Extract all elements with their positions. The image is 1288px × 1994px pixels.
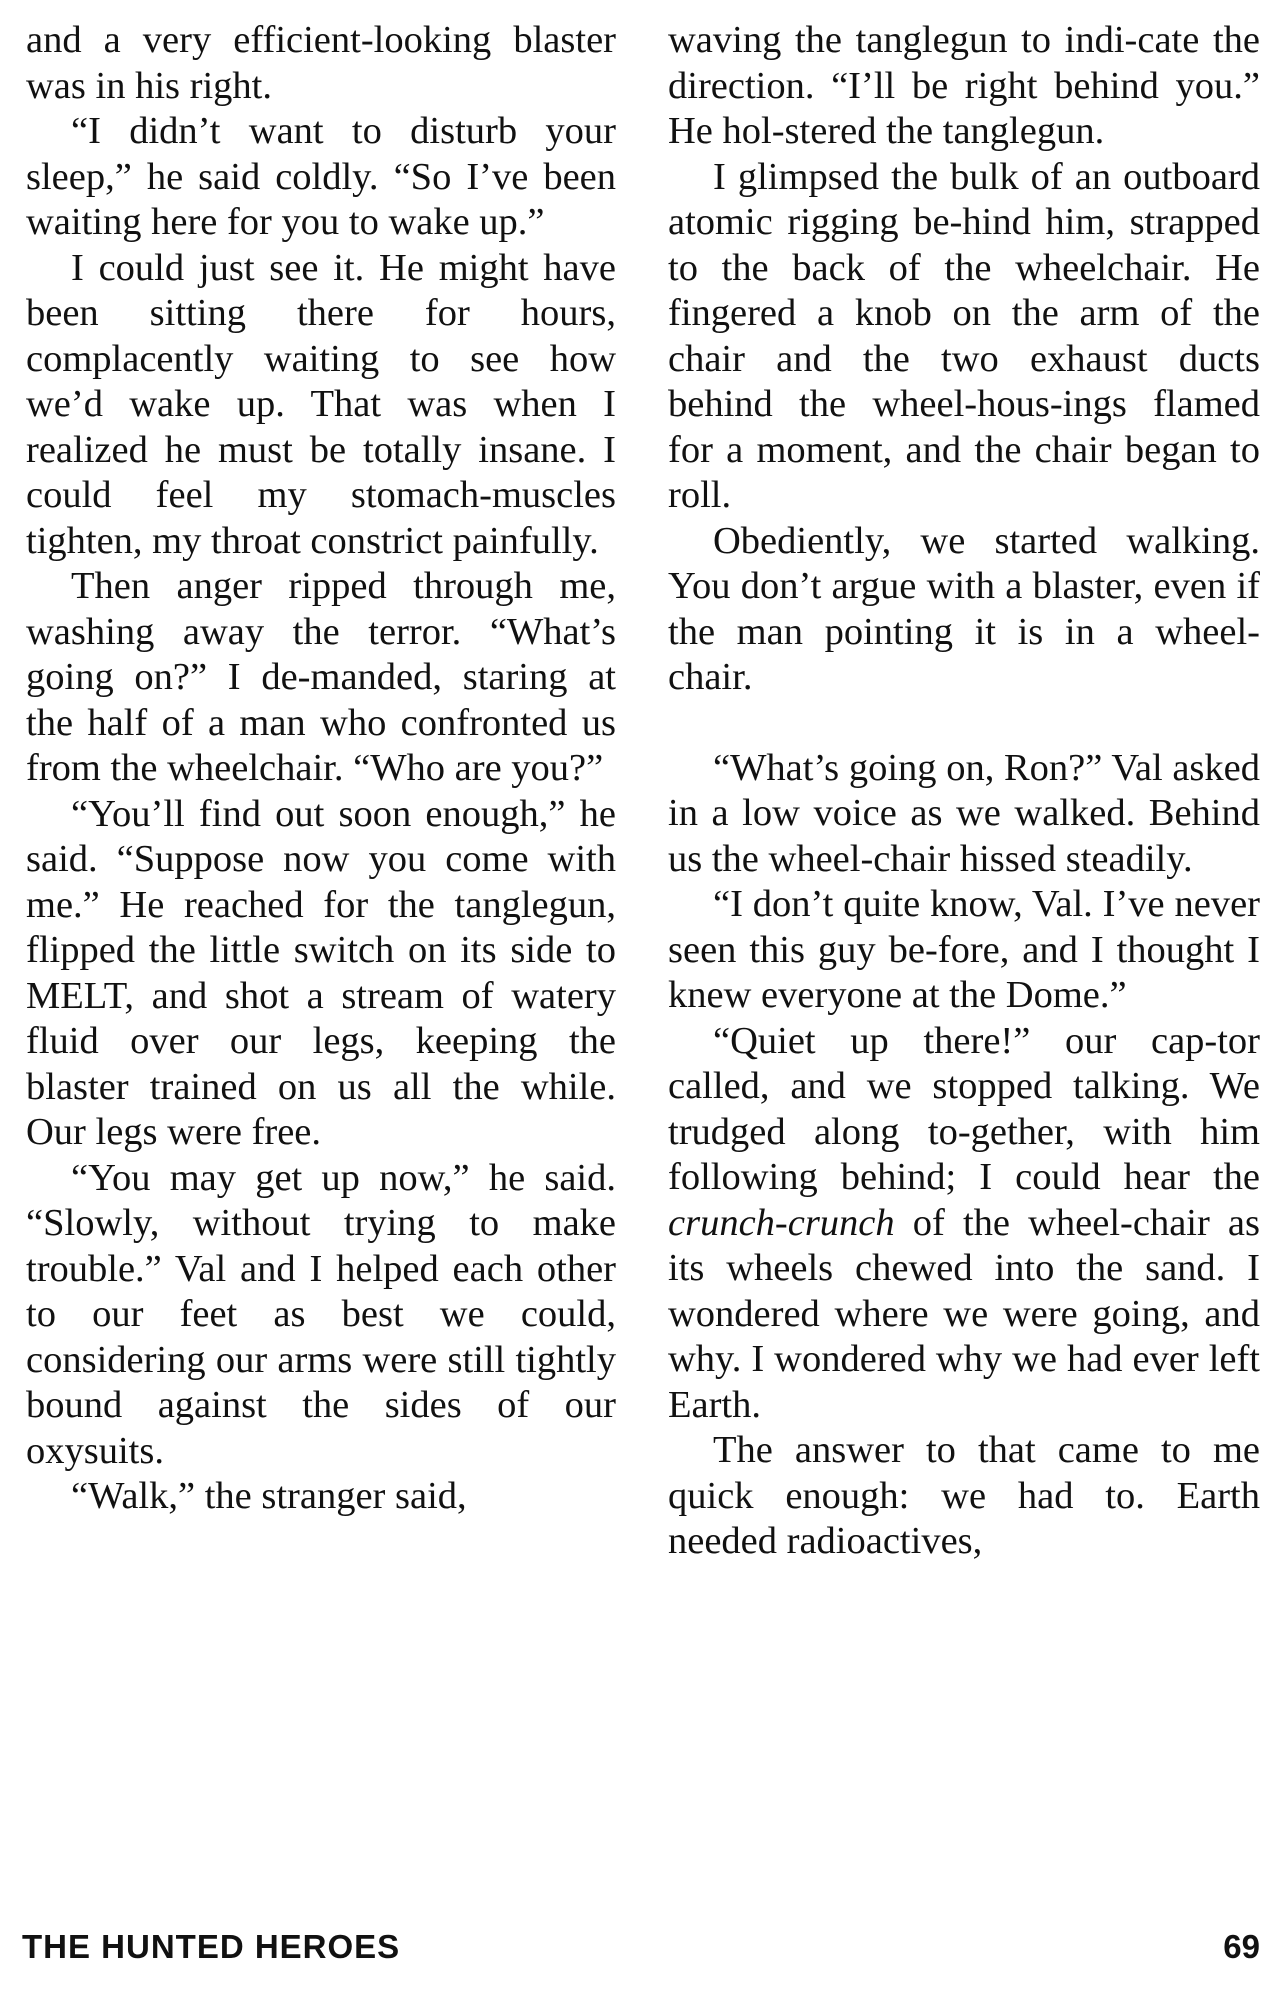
running-title: THE HUNTED HEROES xyxy=(22,1928,401,1965)
paragraph: “I didn’t want to disturb your sleep,” he said coldly. “So I’ve been waiting here for you to wake up.” xyxy=(26,110,616,243)
paragraph: “What’s going on, Ron?” Val asked in a low voice as we walked. Behind us the wheel-chair hissed steadily. xyxy=(668,746,1260,880)
paragraph: “I don’t quite know, Val. I’ve never seen this guy be-fore, and I thought I knew everyone at the Dome.” xyxy=(668,883,1260,1016)
paragraph: Obediently, we started walking. You don’t argue with a blaster, even if the man pointing it is in a wheel-chair. xyxy=(668,519,1260,698)
right-text-column xyxy=(668,18,1260,1565)
left-text-column xyxy=(26,18,616,1520)
paragraph-with-italic xyxy=(668,1019,1260,1429)
paragraph-text: of the wheel-chair as its wheels chewed into the sand. I wondered where we were going, and why. I wondered why we had ever left Earth. xyxy=(668,1201,1260,1426)
paragraph-text: “Quiet up there!” our cap-tor called, and we stopped talking. We trudged along to-gether, with him following behind; I could hear the xyxy=(668,1019,1260,1198)
paragraph: “Walk,” the stranger said, xyxy=(71,1475,467,1517)
paragraph: I glimpsed the bulk of an outboard atomic rigging be-hind him, strapped to the back of the wheelchair. He fingered a knob on the arm of the chair and the two exhaust ducts behind the wheel-hous-ings flamed for a moment, and the chair began to roll. xyxy=(668,155,1260,516)
paragraph: I could just see it. He might have been sitting there for hours, complacently waiting to see how we’d wake up. That was when I realized he must be totally insane. I could feel my stomach-muscles tighten, my throat constrict painfully. xyxy=(26,246,616,562)
paragraph: Then anger ripped through me, washing away the terror. “What’s going on?” I de-manded, staring at the half of a man who confronted us from the wheelchair. “Who are you?” xyxy=(26,565,616,789)
paragraph-continued: waving the tanglegun to indi-cate the direction. “I’ll be right behind you.” He hol-stered the tanglegun. xyxy=(668,19,1260,152)
paragraph: The answer to that came to me quick enough: we had to. Earth needed radioactives, xyxy=(668,1429,1260,1562)
italic-phrase: crunch-crunch xyxy=(668,1201,895,1244)
paragraph: “You’ll find out soon enough,” he said. “Suppose now you come with me.” He reached for the tanglegun, flipped the little switch on its side to MELT, and shot a stream of watery fluid over our legs, keeping the blaster trained on us all the while. Our legs were free. xyxy=(26,792,616,1153)
paragraph-continued: and a very efficient-looking blaster was in his right. xyxy=(26,19,616,107)
page-number: 69 xyxy=(1223,1928,1260,1965)
paragraph: “You may get up now,” he said. “Slowly, without trying to make trouble.” Val and I helped each other to our feet as best we could, considering our arms were still tightly bound against the sides of our oxysuits. xyxy=(26,1156,616,1472)
